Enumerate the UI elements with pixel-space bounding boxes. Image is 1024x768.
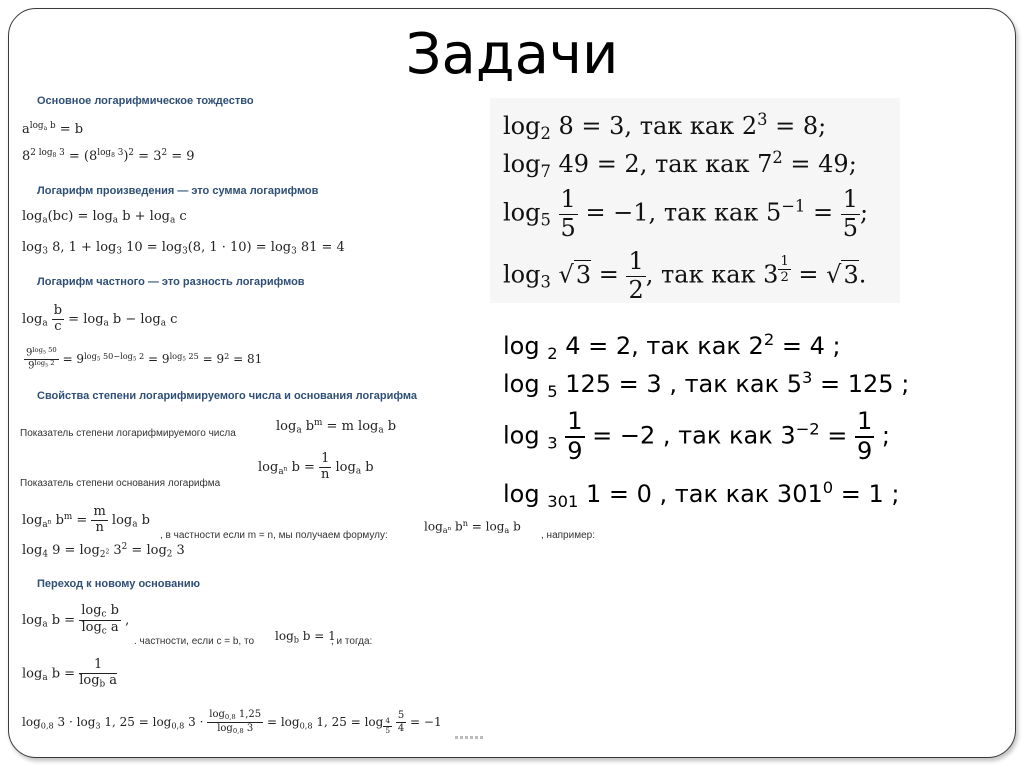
formula-log-b-b: $\log_b b = 1$ [275,629,336,645]
example-log2-8: $\log_2 8 = 3$, так как $2^3 = 8$; [503,110,827,143]
formula-product: $\log_a(bc) = \log_a b + \log_a c$ [22,209,187,226]
example-log3-sqrt3: $\log_3 √3$ = $\frac{1}{2}$ , так как 3 $^{\frac{1}{2}}$ = √3. [503,247,867,304]
heading-product: Логарифм произведения — это сумма логарифмов [37,185,319,197]
example-log7-49: $\log_7 49 = 2$, так как $7^2 = 49$; [503,148,857,181]
text-for-example: , например: [541,530,595,541]
text-and-then: , и тогда: [331,636,373,647]
heading-quotient: Логарифм частного — это разность логарифмов [37,276,305,288]
formula-special-case: $\log_{a^n} b^n = \log_a b$ [424,518,521,535]
example-log301-1: log $_{301}$ 1 = 0 , так как $301^0 = 1$ ; [503,478,900,511]
formula-identity-example: $8^{2 log_8 3} = (8^{log_8 3})^2 = 3^2 = 9$ [22,148,195,164]
slide-title: Задачи [405,22,619,87]
formula-power-of-base: $\log_{a^n} b$ = $\frac{1}{n}$ $\log_a b$ [258,451,374,482]
formula-power-example: $\log_4 9 = \log_{2^2} 3^2 = \log_2 3$ [22,542,185,560]
example-log3-ninth: log $_3$ $\frac{1}{9}$ = −2 , так как $3^{-2}$ = $\frac{1}{9}$ ; [503,407,891,465]
example-log2-4: log $_2$ 4 = 2, так как $2^2 = 4$ ; [503,330,841,363]
text-special-case: , в частности если m = n, мы получаем формулу: [160,530,388,541]
formula-quotient: $\log_a$ $\frac{b}{c}$ = $\log_a b - \log_a c$ [22,303,178,334]
formula-power-of-number: $\log_a b^m = m$ $\log_a b$ [276,418,397,436]
label-power-of-base: Показатель степени основания логарифма [20,478,221,489]
formula-quotient-example: $\frac{9^{log_5 50}}{9^{log_5 2}}$ = $9^{log_5 50-log_5 2} = 9^{log_5 25} = 9^2 = 81$ [26,346,263,372]
formula-product-example: $\log_3 8$, $1 + \log_3 10 = \log_3(8$, $1 \cdot 10) = \log_3 81 = 4$ [22,240,345,257]
formula-reciprocal-example: $\log_{0,8} 3 \cdot \log_3 1$, $25 = \log_{0,8} 3$ · $\frac{\log_{0,8} 1,25}{\log_{0,8} 3}$ = $\log_{0,8} 1$, 25 = log $_{\frac{4}{5}}$ $\frac{5}{4}$ = −1 [22,709,442,735]
heading-power-properties: Свойства степени логарифмируемого числа и основания логарифма [37,390,417,402]
example-log5-125: log $_5$ 125 = 3 , так как $5^3 = 125$ ; [503,368,910,401]
formula-identity: $a^{log_a b} = b$ [22,121,84,137]
scan-mark [455,736,485,739]
label-power-of-number: Показатель степени логарифмируемого числа [20,428,236,439]
heading-change-of-base: Переход к новому основанию [37,578,201,590]
example-log5-fifth: $\log_5$ $\frac{1}{5}$ = −1, так как $5^{-1}$ = $\frac{1}{5}$ ; [503,185,869,242]
formula-change-of-base: $\log_a b$ = $\frac{\log_c b}{\log_c a}$ , [22,603,130,637]
heading-basic-identity: Основное логарифмическое тождество [37,95,254,107]
formula-reciprocal: $\log_a b$ = $\frac{1}{\log_b a}$ [22,657,118,690]
text-in-particular: . частности, если c = b, то [134,636,255,647]
formula-general-power: $\log_{a^n} b^m$ = $\frac{m}{n}$ $\log_a b$ [22,504,150,535]
